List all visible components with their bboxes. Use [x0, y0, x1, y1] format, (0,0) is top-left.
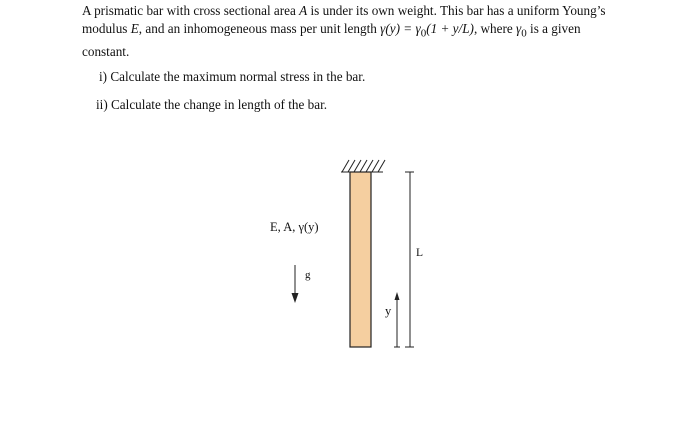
density-function: γ(y) = γ [380, 20, 421, 36]
length-label: L [416, 247, 424, 259]
gravity-arrow [292, 265, 299, 303]
problem-text-4: , where [473, 20, 517, 36]
var-modulus: E [130, 20, 139, 36]
gamma0-symbol: γ [516, 20, 522, 36]
support-hatch [366, 160, 373, 172]
support-hatch [354, 160, 361, 172]
problem-text-1: A prismatic bar with cross sectional area [82, 3, 300, 18]
y-axis-label: y [385, 304, 392, 318]
length-dimension [405, 172, 414, 347]
bar-properties-label: E, A, γ(y) [270, 220, 319, 234]
support-hatch [372, 160, 379, 172]
density-expression: (1 + y/L) [426, 20, 474, 36]
task-1: i) Calculate the maximum normal stress in the bar. [99, 69, 366, 84]
problem-text-2: is under its own weight. This bar has a uniform Young’s modulus [82, 3, 606, 36]
var-area: A [299, 3, 308, 18]
prismatic-bar [350, 172, 371, 347]
problem-text-3: , and an inhomogeneous mass per unit length [138, 20, 381, 36]
gravity-label: g [305, 269, 311, 281]
y-axis-arrow [394, 292, 400, 347]
gamma0-subscript: 0 [521, 27, 527, 40]
fixed-support [341, 160, 385, 172]
support-hatch [378, 160, 385, 172]
support-hatch [342, 160, 349, 172]
task-2: ii) Calculate the change in length of the bar. [96, 97, 328, 112]
density-subscript: 0 [420, 27, 427, 40]
support-hatch [360, 160, 367, 172]
problem-text-5: is a given constant. [82, 20, 581, 59]
support-hatch [348, 160, 355, 172]
